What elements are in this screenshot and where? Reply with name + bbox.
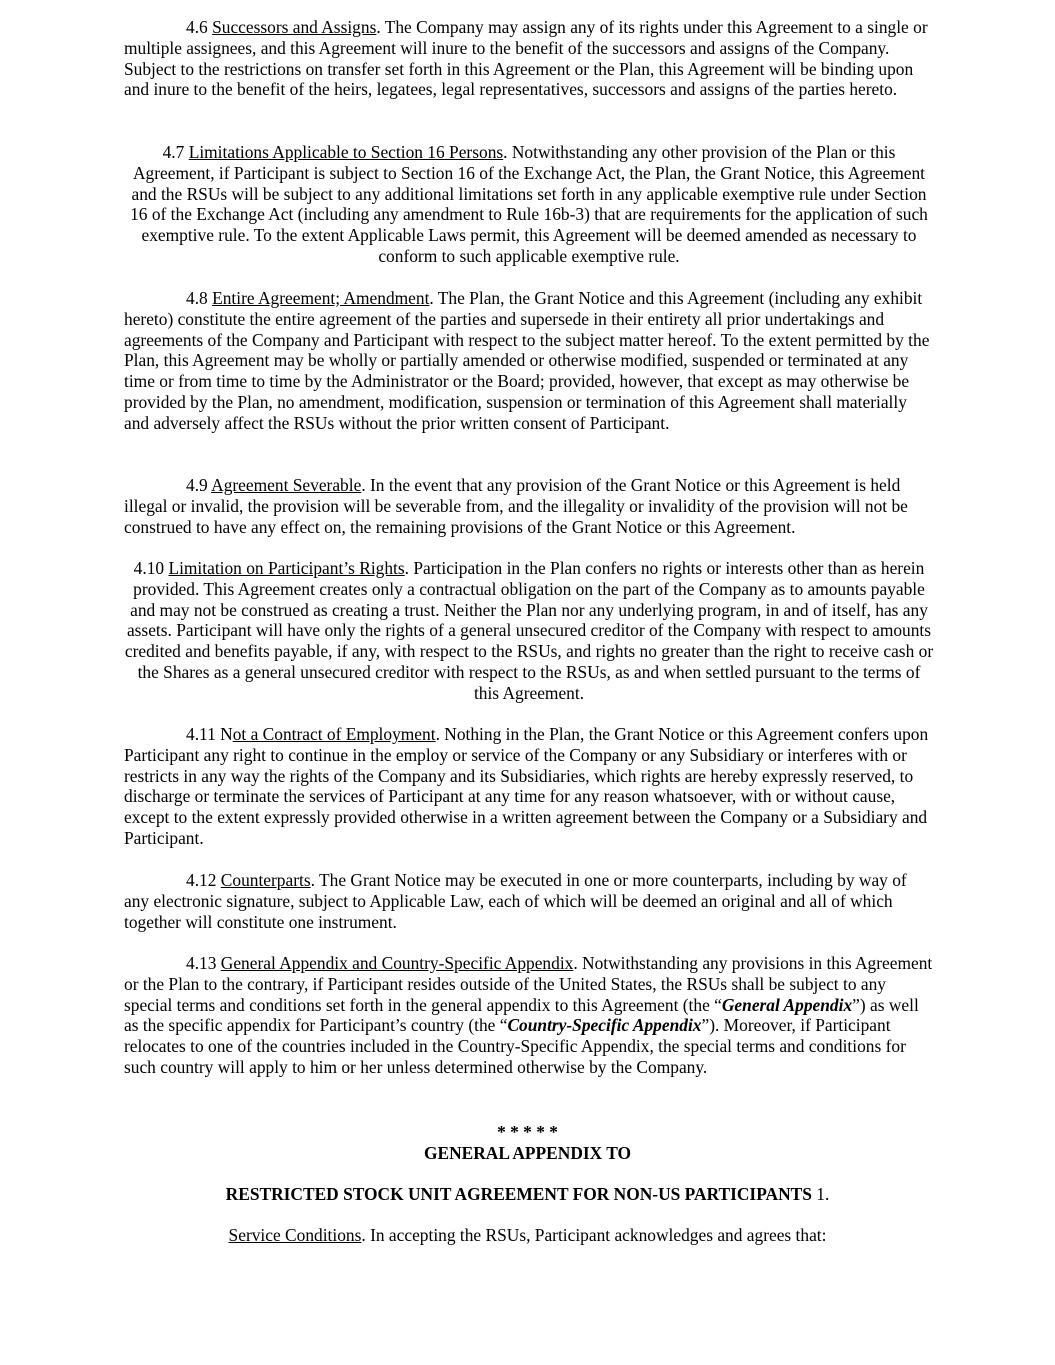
section-title: Limitation on Participant’s Rights — [168, 558, 405, 578]
section-4-8 — [124, 288, 934, 434]
appendix-subheading-text: RESTRICTED STOCK UNIT AGREEMENT FOR NON-US PARTICIPANTS — [225, 1184, 812, 1204]
service-conditions-line — [0, 1225, 1055, 1246]
section-4-6 — [124, 17, 934, 100]
defined-term-general-appendix: General Appendix — [721, 994, 853, 1015]
section-number: 4.8 — [186, 288, 213, 308]
section-text: . Nothing in the Plan, the Grant Notice or this Agreement confers upon Participant any right to continue in the employ or service of the Company or any Subsidiary or interferes with or restricts in any way the rights of the Company and its Subsidiaries, which rights are hereby expressly reserved, to discharge or terminate the services of Participant at any time for any reason whatsoever, with or without cause, except to the extent expressly provided otherwise in a written agreement between the Company or a Subsidiary and Participant. — [124, 724, 929, 848]
section-number: 4.10 — [133, 558, 169, 578]
section-text: . The Grant Notice may be executed in one or more counterparts, including by way of any electronic signature, subject to Applicable Law, each of which will be deemed an original and all of which together will constitute one instrument. — [124, 870, 907, 932]
section-text: . The Company may assign any of its rights under this Agreement to a single or multiple assignees, and this Agreement will inure to the benefit of the successors and assigns of the Company. Subject to the restrictions on transfer set forth in this Agreement or the Plan, this Agreement will be binding upon and inure to the benefit of the heirs, legatees, legal representatives, successors and assigns of the parties hereto. — [124, 17, 928, 100]
section-text: . Notwithstanding any other provision of the Plan or this Agreement, if Participant is subject to Section 16 of the Exchange Act, the Plan, the Grant Notice, this Agreement and the RSUs will be subject to any additional limitations set forth in any applicable exemptive rule under Section 16 of the Exchange Act (including any amendment to Rule 16b-3) that are requirements for the application of such exemptive rule. To the extent Applicable Laws permit, this Agreement will be deemed amended as necessary to conform to such applicable exemptive rule. — [130, 142, 928, 266]
section-text: . Participation in the Plan confers no rights or interests other than as herein provided. This Agreement creates only a contractual obligation on the part of the Company as to amounts payable and may not be construed as creating a trust. Neither the Plan nor any underlying program, in and of itself, has any assets. Participant will have only the rights of a general unsecured creditor of the Company with respect to amounts credited and benefits payable, if any, with respect to the RSUs, and rights no greater than the right to receive cash or the Shares as a general unsecured creditor with respect to the RSUs, as and when settled pursuant to the terms of this Agreement. — [124, 558, 934, 703]
section-title: General Appendix and Country-Specific Appendix — [220, 953, 574, 973]
appendix-subheading-number: 1. — [811, 1184, 830, 1204]
section-number: 4.9 — [186, 475, 212, 495]
section-number: 4.12 — [186, 870, 221, 890]
defined-term-country-specific-appendix: Country-Specific Appendix — [507, 1015, 702, 1036]
service-conditions-text: . In accepting the RSUs, Participant acknowledges and agrees that: — [361, 1225, 827, 1245]
section-title: Limitations Applicable to Section 16 Persons — [188, 142, 504, 162]
service-conditions-title: Service Conditions — [228, 1225, 362, 1245]
section-4-9 — [124, 475, 934, 537]
section-4-12 — [124, 870, 934, 932]
appendix-subheading — [0, 1184, 1055, 1205]
section-text: ”). Moreover, if Participant relocates to one of the countries included in the Country-Specific Appendix, the special terms and conditions for such country will apply to him or her unless determined otherwise by the Company. — [124, 1015, 906, 1077]
section-title: Agreement Severable — [211, 475, 362, 495]
section-title: Entire Agreement; Amendment — [212, 288, 430, 308]
section-title: Successors and Assigns — [212, 17, 377, 37]
section-number: 4.6 — [186, 17, 213, 37]
appendix-heading: GENERAL APPENDIX TO — [423, 1143, 632, 1163]
section-number: 4.13 — [186, 953, 221, 973]
section-4-7 — [124, 142, 934, 267]
section-4-10 — [124, 558, 934, 704]
section-number: 4.7 — [162, 142, 189, 162]
section-4-11 — [124, 724, 934, 849]
section-text: . Notwithstanding any provisions in this Agreement or the Plan to the contrary, if Participant resides outside of the United States, the RSUs shall be subject to any special terms and conditions set forth in the general appendix to this Agreement (the “ — [124, 953, 933, 1015]
section-4-13 — [124, 953, 934, 1078]
section-text: . The Plan, the Grant Notice and this Agreement (including any exhibit hereto) constitute the entire agreement of the parties and supersede in their entirety all prior undertakings and agreements of the Company and Participant with respect to the subject matter hereof. To the extent permitted by the Plan, this Agreement may be wholly or partially amended or otherwise modified, suspended or terminated at any time or from time to time by the Administrator or the Board; provided, however, that except as may otherwise be provided by the Plan, no amendment, modification, suspension or termination of this Agreement shall materially and adversely affect the RSUs without the prior written consent of Participant. — [124, 288, 930, 433]
section-title: ot a Contract of Employment — [232, 724, 436, 744]
section-divider-stars: * * * * * — [497, 1122, 558, 1142]
section-number: 4.11 N — [186, 724, 233, 744]
section-title: Counterparts — [220, 870, 311, 890]
section-text: . In the event that any provision of the Grant Notice or this Agreement is held illegal or invalid, the provision will be severable from, and the illegality or invalidity of the provision will not be construed to have any effect on, the remaining provisions of the Grant Notice or this Agreement. — [124, 475, 908, 537]
section-text: ”) as well as the specific appendix for Participant’s country (the “ — [124, 994, 919, 1036]
